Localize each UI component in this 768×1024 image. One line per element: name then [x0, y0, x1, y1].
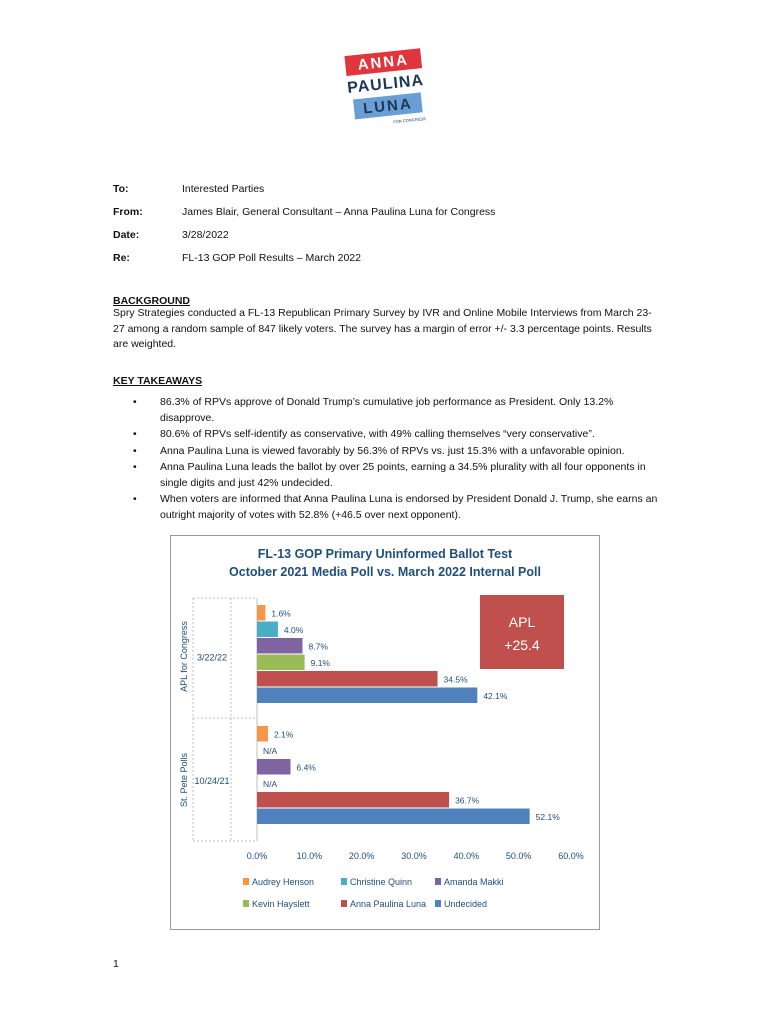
data-label: 9.1%	[310, 658, 330, 668]
x-tick-label: 40.0%	[453, 851, 480, 861]
legend-label: Audrey Henson	[252, 877, 315, 887]
takeaway-text: When voters are informed that Anna Paulina Luna is endorsed by President Donald J. Trump, she earns an outright majority of votes with 52.8% (+46.5 over next opponent).	[160, 493, 658, 521]
chart-subtitle: October 2021 Media Poll vs. March 2022 Internal Poll	[229, 565, 541, 579]
takeaways-list	[113, 395, 658, 524]
list-item	[113, 460, 658, 491]
legend-swatch	[341, 878, 347, 885]
apl-annotation-label: APL	[508, 614, 536, 630]
chart-canvas	[171, 536, 599, 929]
x-tick-label: 20.0%	[348, 851, 375, 861]
group-date-label: 10/24/21	[194, 776, 230, 786]
page-number: 1	[113, 958, 119, 970]
legend-swatch	[435, 878, 441, 885]
legend-swatch	[341, 900, 347, 907]
takeaway-text: 86.3% of RPVs approve of Donald Trump’s cumulative job performance as President. Only 13.2% disapprove.	[160, 396, 614, 424]
list-item	[113, 395, 658, 426]
x-tick-label: 30.0%	[401, 851, 427, 861]
takeaway-text: Anna Paulina Luna leads the ballot by over 25 points, earning a 34.5% plurality with all four opponents in single digits and just 42% undecided.	[160, 461, 646, 489]
list-item	[113, 492, 658, 523]
chart-title: FL-13 GOP Primary Uninformed Ballot Test	[257, 547, 513, 561]
memo-from-label: From:	[113, 206, 143, 218]
data-label: N/A	[263, 779, 278, 789]
apl-annotation-box	[480, 595, 564, 669]
takeaways-heading: KEY TAKEAWAYS	[113, 375, 203, 387]
takeaway-text: Anna Paulina Luna is viewed favorably by 56.3% of RPVs vs. just 15.3% with a unfavorable opinion.	[160, 444, 625, 457]
memo-to-label: To:	[113, 183, 129, 195]
bullet-icon: •	[133, 428, 137, 440]
memo-re-label: Re:	[113, 252, 130, 264]
group-source-label: APL for Congress	[179, 621, 189, 692]
bar-audrey-henson	[257, 726, 268, 742]
legend-label: Anna Paulina Luna	[350, 899, 427, 909]
campaign-logo	[344, 46, 428, 130]
data-label: 2.1%	[273, 729, 294, 740]
legend-label: Christine Quinn	[350, 877, 413, 887]
bar-christine-quinn	[257, 622, 278, 638]
bar-anna-paulina-luna	[257, 792, 449, 808]
memo-date-label: Date:	[113, 229, 140, 241]
data-label: 34.5%	[443, 674, 468, 685]
bar-undecided	[257, 809, 530, 825]
data-label: N/A	[263, 746, 278, 756]
x-tick-label: 0.0%	[246, 851, 268, 861]
x-tick-label: 50.0%	[505, 851, 532, 861]
group-date-label: 3/22/22	[196, 652, 228, 663]
group-source-label: St. Pete Polls	[179, 752, 189, 808]
legend-label: Kevin Hayslett	[252, 899, 310, 909]
data-label: 8.7%	[308, 641, 328, 652]
data-label: 42.1%	[483, 691, 508, 701]
x-tick-label: 10.0%	[296, 851, 323, 861]
logo-tagline: FOR CONGRESS	[393, 116, 426, 125]
x-tick-label: 60.0%	[558, 851, 584, 861]
logo-line2: PAULINA	[346, 72, 425, 97]
legend-swatch	[243, 900, 249, 907]
bar-undecided	[257, 688, 477, 704]
bar-amanda-makki	[257, 759, 290, 775]
bar-amanda-makki	[257, 638, 303, 654]
legend-swatch	[435, 900, 441, 907]
memo-to-value: Interested Parties	[182, 183, 265, 195]
legend-label: Amanda Makki	[444, 877, 504, 887]
ballot-test-chart	[170, 535, 600, 930]
data-label: 1.6%	[271, 608, 291, 619]
logo-line1: ANNA	[356, 51, 410, 74]
legend-label: Undecided	[444, 899, 488, 909]
data-label: 6.4%	[296, 762, 316, 773]
list-item	[113, 444, 658, 460]
background-heading: BACKGROUND	[113, 295, 190, 307]
data-label: 36.7%	[455, 795, 480, 806]
apl-annotation-value: +25.4	[504, 637, 540, 653]
bar-audrey-henson	[257, 605, 265, 621]
legend-swatch	[243, 878, 249, 885]
memo-date-value: 3/28/2022	[182, 229, 229, 241]
logo-line3: LUNA	[362, 95, 414, 118]
bullet-icon: •	[133, 396, 137, 408]
bar-anna-paulina-luna	[257, 671, 438, 687]
bullet-icon: •	[133, 493, 137, 505]
bullet-icon: •	[133, 444, 137, 457]
bullet-icon: •	[133, 461, 137, 473]
data-label: 52.1%	[535, 812, 560, 822]
memo-re-value: FL-13 GOP Poll Results – March 2022	[182, 252, 361, 264]
memo-from-value: James Blair, General Consultant – Anna Paulina Luna for Congress	[182, 206, 496, 218]
background-text: Spry Strategies conducted a FL-13 Republican Primary Survey by IVR and Online Mobile Interviews from March 23-27 among a random sample of 847 likely voters. The survey has a margin of error +/- 3.3 percentage points. Results are weighted.	[113, 307, 652, 350]
data-label: 4.0%	[283, 625, 304, 635]
takeaway-text: 80.6% of RPVs self-identify as conservative, with 49% calling themselves “very conservative”.	[160, 428, 595, 440]
list-item	[113, 427, 658, 443]
bar-kevin-hayslett	[257, 655, 305, 671]
